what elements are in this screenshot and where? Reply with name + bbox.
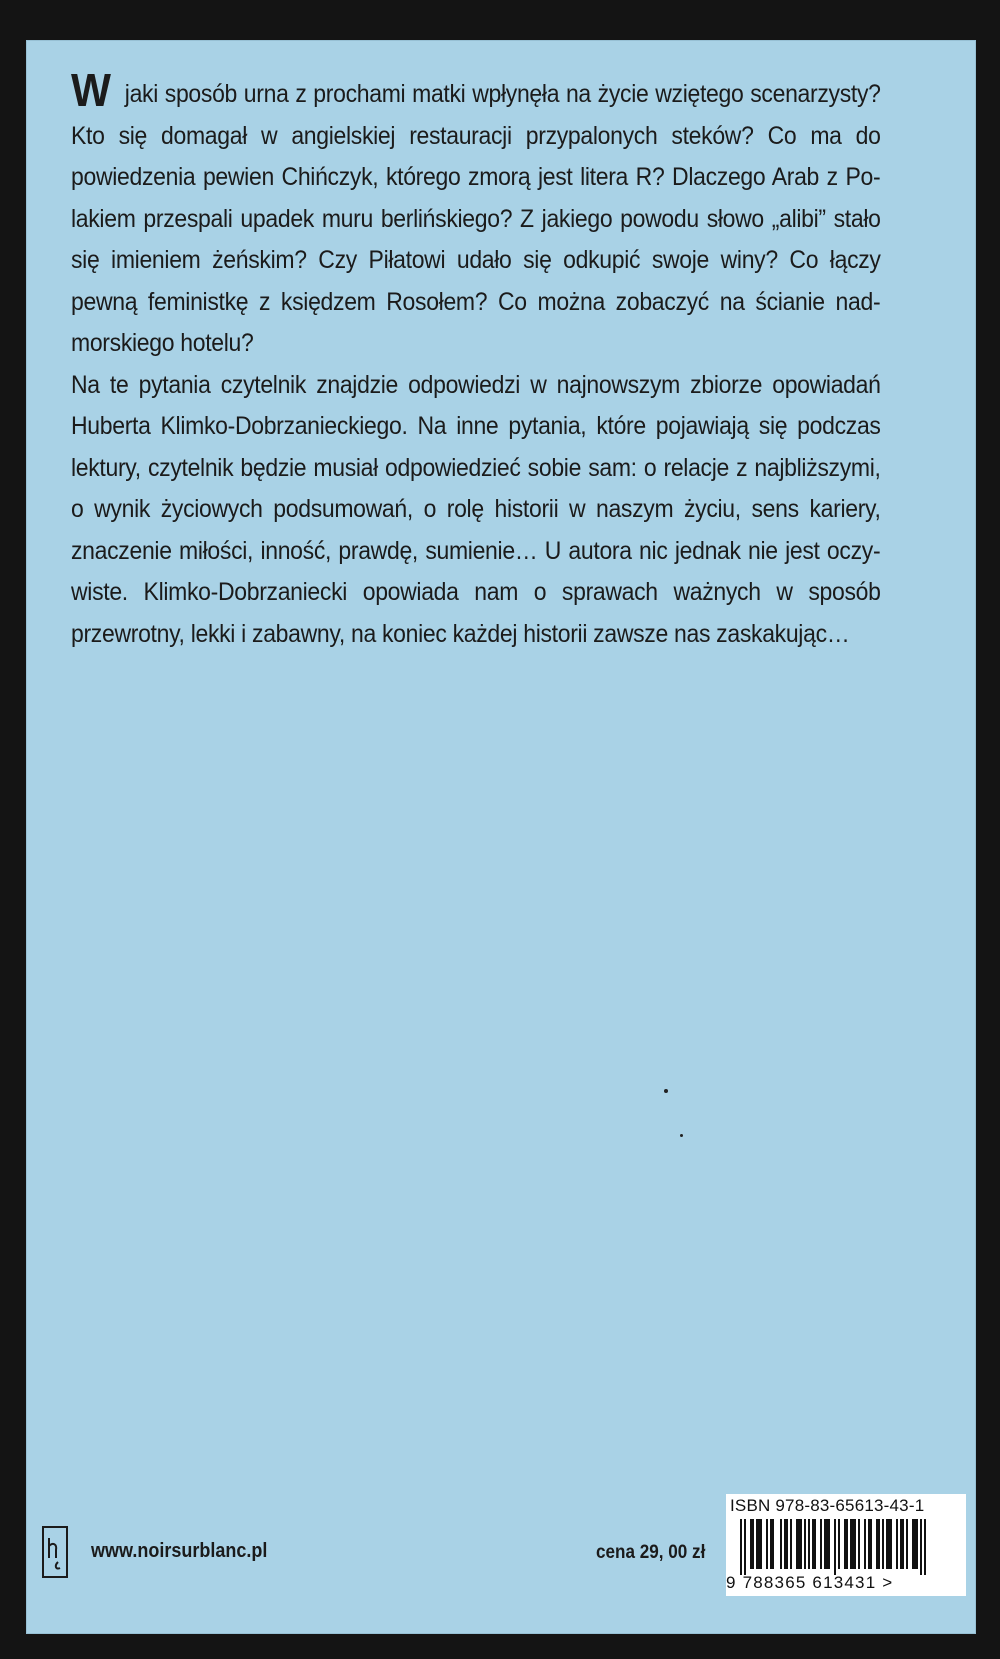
barcode-bar <box>878 1519 880 1569</box>
blurb-paragraph-1 <box>71 64 881 365</box>
barcode-bar <box>886 1519 888 1569</box>
barcode-bar <box>786 1519 788 1569</box>
barcode-bar <box>820 1519 822 1569</box>
blurb-paragraph-1-text: jaki sposób urna z prochami matki wpłynęła na życie wziętego scenarzysty? Kto się domagał w angielskiej restauracji przypalonych steków? Co ma do powiedzenia pewien Chińczyk, którego zmorą jest litera R? Dlaczego Arab z Polakiem przespali upadek muru berlińskiego? Z jakiego powodu słowo „alibi” stało się imieniem żeńskim? Czy Piłatowi udało się odkupić swoje winy? Co łączy pewną feministkę z księdzem Rosołem? Co można zobaczyć na ścianie nadmorskiego hotelu? <box>71 80 881 357</box>
barcode-bar <box>804 1519 806 1569</box>
barcode-bar <box>924 1519 926 1575</box>
barcode-bar <box>864 1519 866 1569</box>
barcode-bar <box>890 1519 892 1569</box>
barcode-bar <box>906 1519 908 1569</box>
price-label: cena 29, 00 zł <box>596 1542 706 1563</box>
barcode-image <box>740 1519 940 1575</box>
publisher-website[interactable]: www.noirsurblanc.pl <box>91 1540 268 1562</box>
barcode-bar <box>850 1519 852 1569</box>
barcode-bar <box>750 1519 752 1569</box>
barcode-bar <box>756 1519 758 1569</box>
barcode-bar <box>916 1519 918 1569</box>
barcode-panel <box>726 1494 966 1596</box>
barcode-digits: 9 788365 613431 > <box>726 1573 894 1592</box>
drop-cap: W <box>71 64 111 116</box>
barcode-bar <box>912 1519 914 1569</box>
barcode-bar <box>844 1519 846 1569</box>
blurb-text <box>71 64 881 655</box>
barcode-bar <box>834 1519 836 1575</box>
barcode-bar <box>896 1519 898 1569</box>
barcode-bar <box>902 1519 904 1569</box>
barcode-bar <box>744 1519 746 1575</box>
barcode-bar <box>798 1519 800 1569</box>
barcode-bar <box>858 1519 860 1569</box>
barcode-bar <box>824 1519 826 1569</box>
barcode-bar <box>740 1519 742 1575</box>
barcode-bar <box>900 1519 902 1569</box>
barcode-bar <box>780 1519 782 1569</box>
barcode-bar <box>766 1519 768 1569</box>
publisher-logo-icon <box>42 1526 68 1578</box>
barcode-bar <box>796 1519 798 1569</box>
barcode-bar <box>920 1519 922 1575</box>
barcode-bar <box>826 1519 828 1569</box>
barcode-bar <box>758 1519 760 1569</box>
barcode-bar <box>888 1519 890 1569</box>
barcode-bar <box>876 1519 878 1569</box>
barcode-bar <box>770 1519 772 1569</box>
barcode-bar <box>808 1519 810 1569</box>
barcode-bar <box>752 1519 754 1569</box>
isbn-label: ISBN 978-83-65613-43-1 <box>730 1496 925 1515</box>
barcode-bar <box>760 1519 762 1569</box>
barcode-bar <box>814 1519 816 1569</box>
barcode-bar <box>772 1519 774 1569</box>
back-cover <box>26 40 976 1634</box>
barcode-bar <box>868 1519 870 1569</box>
barcode-bar <box>882 1519 884 1569</box>
print-speck <box>680 1134 683 1137</box>
barcode-bar <box>812 1519 814 1569</box>
barcode-bar <box>846 1519 848 1569</box>
barcode-bar <box>852 1519 854 1569</box>
barcode-bar <box>914 1519 916 1569</box>
barcode-bar <box>854 1519 856 1569</box>
blurb-paragraph-2: Na te pytania czytelnik znajdzie odpowiedzi w najnowszym zbiorze opowiadań Huberta Klimko-Dobrzanieckiego. Na inne pytania, które pojawiają się podczas lektury, czytelnik będzie musiał odpowiedzieć sobie sam: o relacje z najbliższymi, o wynik życiowych podsumowań, o rolę historii w naszym życiu, sens kariery, znaczenie miłości, inność, prawdę, sumienie… U autora nic jednak nie jest oczywiste. Klimko-Dobrzaniecki opowiada nam o sprawach ważnych w sposób przewrotny, lekki i zabawny, na koniec każdej historii zawsze nas zaskakując… <box>71 370 881 648</box>
barcode-bar <box>838 1519 840 1569</box>
barcode-bar <box>870 1519 872 1569</box>
barcode-bar <box>784 1519 786 1569</box>
barcode-bar <box>800 1519 802 1569</box>
print-speck <box>664 1089 668 1093</box>
barcode-bar <box>828 1519 830 1569</box>
barcode-bar <box>790 1519 792 1569</box>
